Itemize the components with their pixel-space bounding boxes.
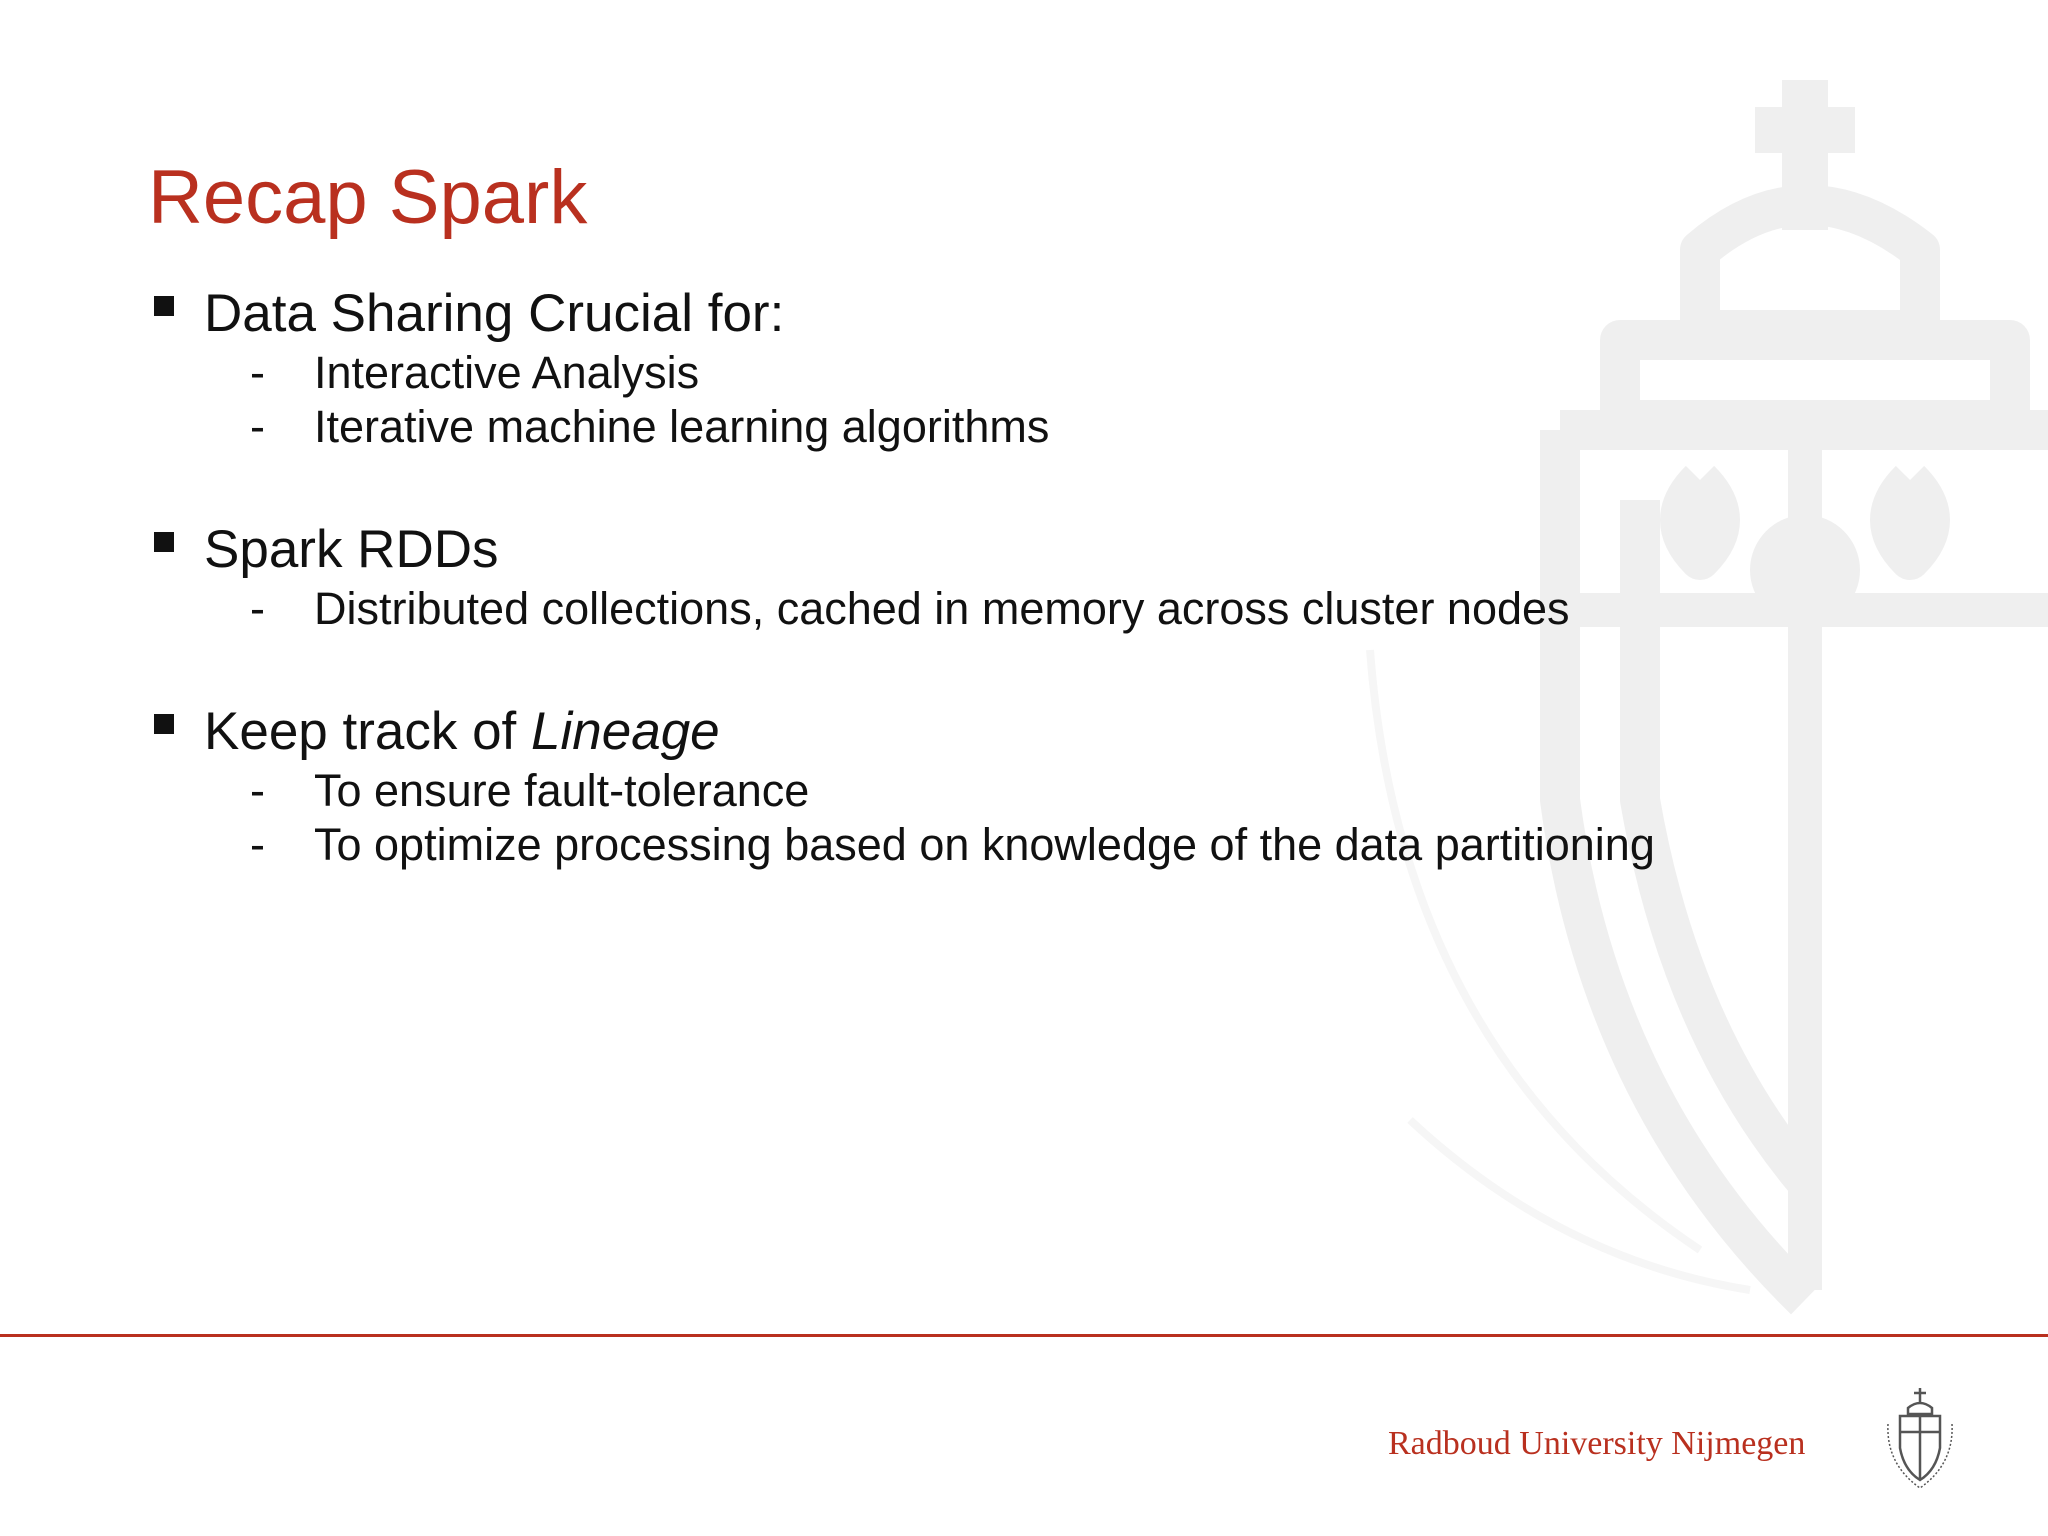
square-bullet-icon: [154, 296, 174, 316]
sub-item-label: Distributed collections, cached in memory across cluster nodes: [314, 583, 1570, 634]
university-seal-icon: [1880, 1384, 1960, 1492]
sub-item: [148, 582, 2008, 636]
bullet-list: [148, 282, 2008, 872]
bullet-label: Data Sharing Crucial for:: [204, 284, 785, 343]
sub-list: [148, 582, 2008, 636]
sub-item-label: Interactive Analysis: [314, 347, 700, 398]
sub-list: [148, 764, 2008, 872]
square-bullet-icon: [154, 532, 174, 552]
dash-bullet-icon: -: [250, 765, 265, 816]
dash-bullet-icon: -: [250, 401, 265, 452]
bullet-label-emphasis: Lineage: [531, 702, 720, 761]
slide-title: Recap Spark: [148, 155, 588, 240]
dash-bullet-icon: -: [250, 819, 265, 870]
bullet-spark-rdds: [148, 518, 2008, 636]
square-bullet-icon: [154, 714, 174, 734]
sub-item-label: Iterative machine learning algorithms: [314, 401, 1050, 452]
bullet-data-sharing: [148, 282, 2008, 454]
footer-divider: [0, 1334, 2048, 1337]
bullet-text: [148, 518, 2008, 582]
bullet-text: [148, 700, 2008, 764]
sub-item-label: To ensure fault-tolerance: [314, 765, 810, 816]
sub-item: [148, 818, 2008, 872]
bullet-text: [148, 282, 2008, 346]
sub-item: [148, 400, 2008, 454]
dash-bullet-icon: -: [250, 347, 265, 398]
dash-bullet-icon: -: [250, 583, 265, 634]
sub-item: [148, 346, 2008, 400]
bullet-label: Spark RDDs: [204, 520, 499, 579]
sub-list: [148, 346, 2008, 454]
institution-name: Radboud University Nijmegen: [1388, 1425, 1806, 1462]
sub-item: [148, 764, 2008, 818]
bullet-label-prefix: Keep track of: [204, 702, 532, 761]
bullet-lineage: [148, 700, 2008, 872]
sub-item-label: To optimize processing based on knowledge of the data partitioning: [314, 819, 1655, 870]
